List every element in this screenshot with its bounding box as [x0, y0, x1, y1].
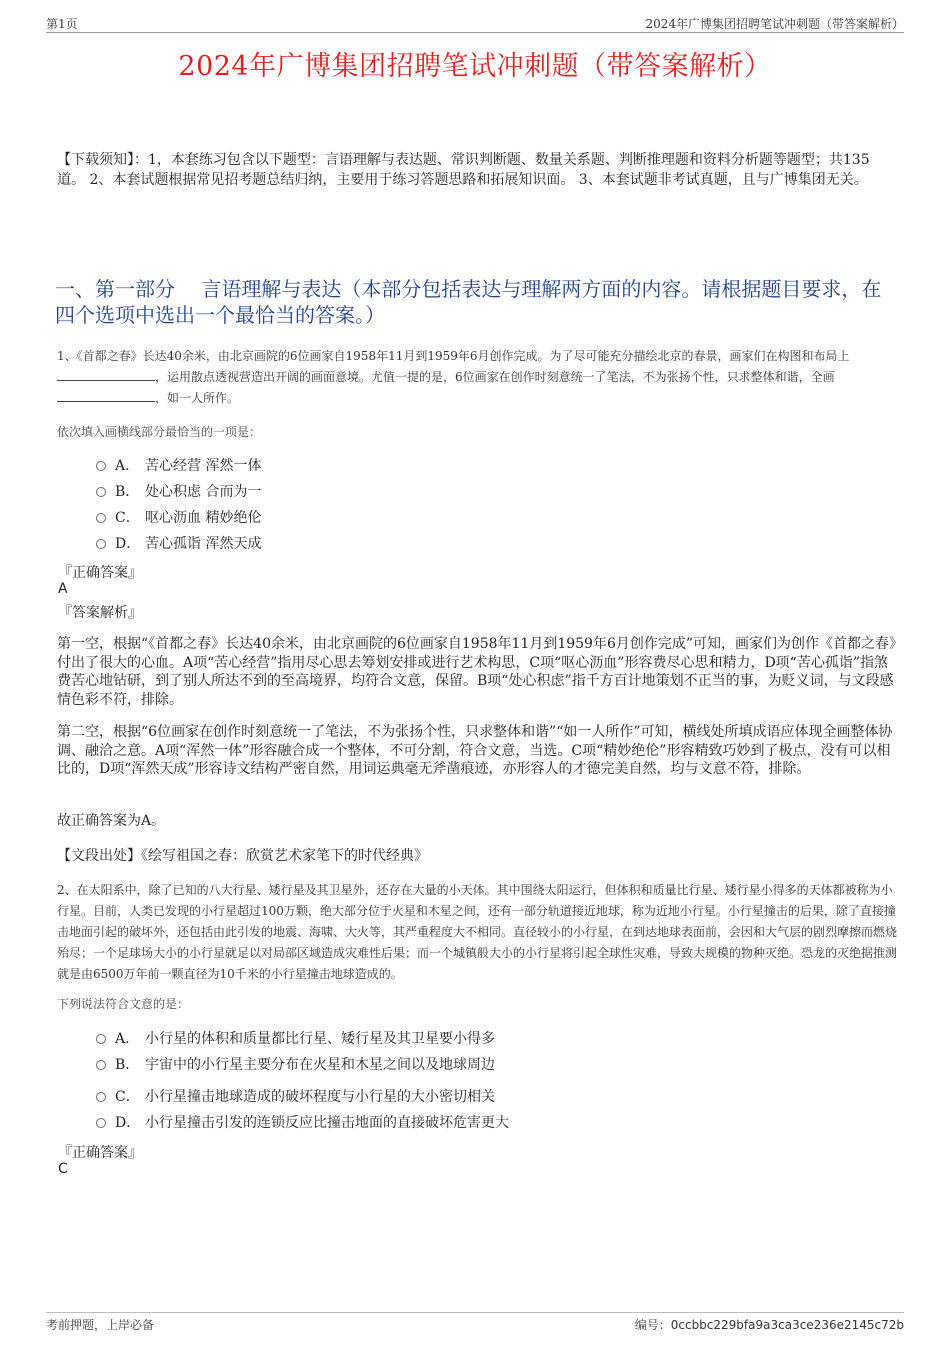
radio-icon[interactable] [96, 539, 106, 549]
q1-analysis-paragraph-2: 第二空，根据“6位画家在创作时刻意统一了笔法，不为张扬个性，只求整体和谐”“如一人所作”可知，横线处所填成语应体现全画整体协调、融洽之意。A项“浑然一体”形容融合成一个整体，不可分割，符合文意，当选。C项“精妙绝伦”形容精致巧妙到了极点，没有可以相比的，D项“浑然天成”形容诗文结构严密自然，用词运典毫无斧凿痕迹，亦形容人的才德完美自然，均与文意不符，排除。 [57, 724, 893, 777]
q2-option-c[interactable]: C． 小行星撞击地球造成的破坏程度与小行星的大小密切相关 [96, 1087, 495, 1107]
q1-analysis-paragraph-1: 第一空，根据“《首都之春》长达40余米，由北京画院的6位画家自1958年11月到1959年6月创作完成”可知，画家们为创作《首都之春》付出了很大的心血。A项“苦心经营”指用尽心思去筹划安排或进行艺术构思，C项“呕心沥血”形容费尽心思和精力，D项“苦心孤诣”指煞费苦心地钻研，到了别人所达不到的至高境界，均符合文意，保留。B项“处心积虑”指千方百计地策划不正当的事，为贬义词，与文段感情色彩不符，排除。 [57, 636, 897, 708]
q1-conclusion: 故正确答案为A。 [57, 813, 166, 829]
page-footer [46, 1312, 904, 1335]
q1-option-d[interactable]: D． 苦心孤诣 浑然天成 [96, 534, 261, 554]
footer-slogan: 考前押题，上岸必备 [46, 1318, 155, 1332]
blank-2 [57, 390, 155, 402]
question-2-prompt: 下列说法符合文意的是： [57, 997, 190, 1011]
question-2-stem: 2、在太阳系中，除了已知的八大行星、矮行星及其卫星外，还存在大量的小天体。其中围绕太阳运行，但体积和质量比行星、矮行星小得多的天体都被称为小行星。目前，人类已发现的小行星超过100万颗，绝大部分位于火星和木星之间，还有一部分轨道接近地球，称为近地小行星。小行星撞击的后果，除了直接撞击地面引起的破坏外，还包括由此引发的地震、海啸、大火等，其严重程度大不相同。直径较小的小行星，在到达地球表面前，会因和大气层的剧烈摩擦而燃烧殆尽；一个足球场大小的小行星就足以对局部区域造成灾难性后果；而一个城镇般大小的小行星将引起全球性灾难，导致大规模的物种灭绝。恐龙的灭绝据推测就是由6500万年前一颗直径为10千米的小行星撞击地球造成的。 [57, 883, 898, 981]
radio-icon[interactable] [96, 1034, 106, 1044]
q2-option-b[interactable]: B． 宇宙中的小行星主要分布在火星和木星之间以及地球周边 [96, 1055, 495, 1075]
radio-icon[interactable] [96, 1118, 106, 1128]
radio-icon[interactable] [96, 1092, 106, 1102]
radio-icon[interactable] [96, 461, 106, 471]
q1-answer: A [58, 581, 68, 597]
q1-option-c[interactable]: C． 呕心沥血 精妙绝伦 [96, 508, 261, 528]
blank-1 [57, 369, 155, 381]
q1-analysis-heading: 『答案解析』 [58, 605, 142, 621]
question-1-prompt: 依次填入画横线部分最恰当的一项是： [57, 425, 262, 439]
q1-option-a[interactable]: A． 苦心经营 浑然一体 [96, 456, 261, 476]
q2-answer-heading: 『正确答案』 [58, 1145, 142, 1161]
document-title: 2024年广博集团招聘笔试冲刺题（带答案解析） [178, 51, 772, 82]
header-doc-title: 2024年广博集团招聘笔试冲刺题（带答案解析） [645, 17, 904, 31]
q2-answer: C [58, 1161, 68, 1177]
page-header [46, 12, 904, 33]
section-heading: 一、第一部分 言语理解与表达（本部分包括表达与理解两方面的内容。请根据题目要求，在四个选项中选出一个最恰当的答案。） [55, 277, 882, 327]
page-number: 第1页 [46, 17, 78, 31]
radio-icon[interactable] [96, 513, 106, 523]
document-code: 编号：0ccbbc229bfa9a3ca3ce236e2145c72b [634, 1318, 904, 1332]
q1-answer-heading: 『正确答案』 [58, 565, 142, 581]
radio-icon[interactable] [96, 487, 106, 497]
download-notice: 【下载须知】：1，本套练习包含以下题型：言语理解与表达题、常识判断题、数量关系题、判断推理题和资料分析题等题型；共135道。 2、本套试题根据常见招考题总结归纳，主要用于练习答题思路和拓展知识面。 3、本套试题非考试真题，且与广博集团无关。 [57, 152, 870, 188]
q2-option-a[interactable]: A． 小行星的体积和质量都比行星、矮行星及其卫星要小得多 [96, 1029, 495, 1049]
radio-icon[interactable] [96, 1060, 106, 1070]
question-1-stem: 1、《首都之春》长达40余米，由北京画院的6位画家自1958年11月到1959年6月创作完成。为了尽可能充分描绘北京的春景，画家们在构图和布局上，运用散点透视营造出开阔的画面意境。尤值一提的是，6位画家在创作时刻意统一了笔法，不为张扬个性，只求整体和谐，全画，如一人所作。 [57, 349, 850, 405]
q1-option-b[interactable]: B． 处心积虑 合而为一 [96, 482, 261, 502]
q1-source: 【文段出处】《绘写祖国之春：欣赏艺术家笔下的时代经典》 [57, 848, 428, 864]
q2-option-d[interactable]: D． 小行星撞击引发的连锁反应比撞击地面的直接破坏危害更大 [96, 1113, 509, 1133]
